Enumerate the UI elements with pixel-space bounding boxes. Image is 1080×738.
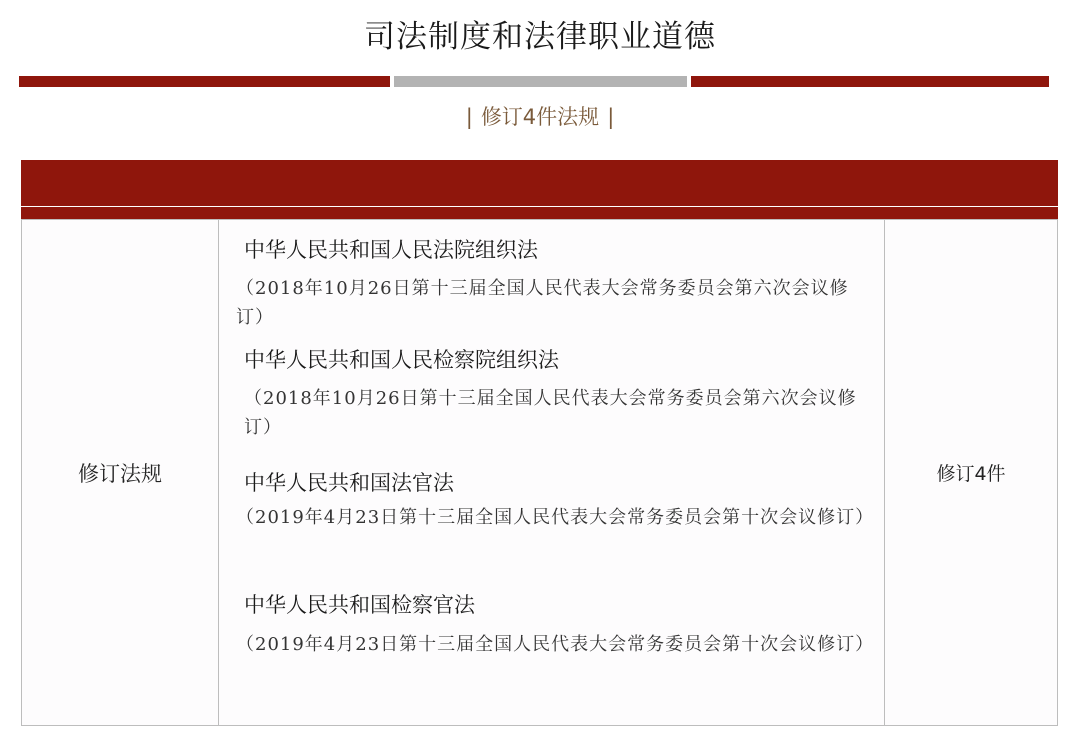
subtitle-text: 修订4件法规 (480, 105, 600, 129)
category-label: 修订法规 (78, 461, 162, 486)
law-name: 中华人民共和国人民检察院组织法 (244, 348, 559, 372)
law-name: 中华人民共和国人民法院组织法 (244, 238, 538, 262)
title-divider-left (19, 76, 390, 87)
subtitle-separator-left: | (465, 105, 473, 129)
title-divider-right (691, 76, 1049, 87)
count-label: 修订4件 (936, 463, 1006, 485)
law-name: 中华人民共和国检察官法 (244, 593, 475, 617)
category-cell (22, 220, 219, 725)
table-header-underline (21, 207, 1058, 219)
table-header-band (21, 160, 1058, 206)
law-note: （2019年4月23日第十三届全国人民代表大会常务委员会第十次会议修订） (236, 634, 875, 655)
law-table (21, 219, 1058, 726)
count-cell (885, 220, 1057, 725)
law-note: （2019年4月23日第十三届全国人民代表大会常务委员会第十次会议修订） (236, 507, 875, 528)
laws-cell (219, 220, 885, 725)
law-note: （2018年10月26日第十三届全国人民代表大会常务委员会第六次会议修订） (236, 278, 849, 328)
subtitle-separator-right: | (607, 105, 615, 129)
section-subtitle (0, 102, 1080, 132)
law-note: （2018年10月26日第十三届全国人民代表大会常务委员会第六次会议修订） (244, 388, 857, 438)
title-divider-middle (394, 76, 687, 87)
law-name: 中华人民共和国法官法 (244, 471, 454, 495)
page-title: 司法制度和法律职业道德 (364, 19, 716, 55)
